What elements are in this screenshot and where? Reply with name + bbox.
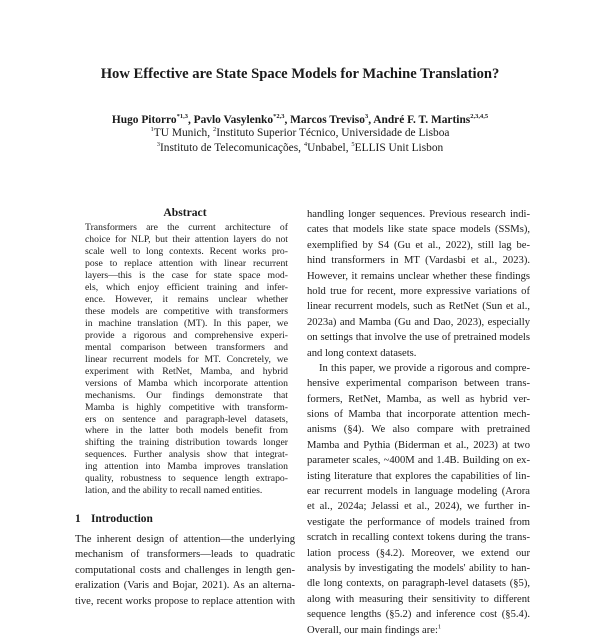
introduction-line: eralization (Varis and Bojar, 2021). As an alterna- <box>75 580 295 592</box>
paragraph-line: cates that models like state space models (SSMs), <box>307 224 530 236</box>
paragraph-line: anisms (§4). We also compare with pretrained <box>307 424 530 436</box>
affiliation-name: TU Munich, <box>153 127 213 139</box>
paragraph-line: ear recurrent models in language modeling (Arora <box>307 486 530 498</box>
author-affiliation-mark: *2,3 <box>273 113 285 121</box>
abstract-line: experiment with RetNet, Mamba, and hybrid <box>85 365 288 377</box>
author-affiliation-mark: *1,3 <box>176 113 188 121</box>
affiliation-mark: 2 <box>212 126 217 134</box>
paragraph-line: scratch in recalling context tokens during the trans- <box>307 532 530 544</box>
footnote-mark: 1 <box>437 623 442 631</box>
abstract-line: els, which enjoy efficient training and infer- <box>85 281 288 293</box>
abstract-line: ence. However, it remains unclear whether <box>85 293 288 305</box>
introduction-line: mechanism of transformers—leads to quadratic <box>75 549 295 561</box>
paragraph-line: on settings that involve the use of pretrained models <box>307 332 530 344</box>
author-separator: , <box>368 114 374 126</box>
abstract-line: ing attention into Mamba improves translation <box>85 461 288 473</box>
paragraph-line: 2023a) and Mamba (Gu and Dao, 2023), especially <box>307 316 530 328</box>
paper-title: How Effective are State Space Models for Machine Translation? <box>100 66 500 82</box>
introduction-line: computational costs and challenges in length gen- <box>75 564 295 576</box>
abstract-line: sequences. Further analysis show that integrat- <box>85 449 288 461</box>
abstract-line: mechanisms. Our findings demonstrate that <box>85 389 288 401</box>
introduction-line: tive, recent works propose to replace attention with <box>75 595 295 607</box>
author-affiliation-mark: 3 <box>364 113 369 121</box>
author-name: Hugo Pitorro <box>111 114 177 126</box>
paragraph-line: isting literature that explores the capabilities of lin- <box>307 470 530 482</box>
affiliation-mark: 1 <box>150 126 154 134</box>
paragraph-line: hensive experimental comparison between trans- <box>307 378 530 390</box>
abstract-body <box>85 222 288 497</box>
paragraph-line: exemplified by S4 (Gu et al., 2022), still lag be- <box>307 239 530 251</box>
abstract-line: Mamba is highly competitive with transform- <box>85 401 288 413</box>
abstract-line: layers—this is the case for state space mod- <box>85 269 288 281</box>
abstract-line: lation, and the ability to recall named entities. <box>85 485 263 497</box>
affiliations-line-1 <box>0 127 600 139</box>
paragraph-2 <box>307 361 530 638</box>
paragraph-line: formers, RetNet, Mamba, as well as hybrid ver- <box>307 393 530 405</box>
abstract-line: choice for NLP, but their attention layers do not <box>85 233 288 245</box>
abstract-heading: Abstract <box>163 206 207 219</box>
abstract-line: shifting the training distribution towards longer <box>85 437 288 449</box>
paragraph-line: et al., 2024a; Jelassi et al., 2024), we further in- <box>307 501 530 513</box>
affiliation-mark: 5 <box>351 141 355 149</box>
affiliations-line-2 <box>0 142 600 154</box>
author-affiliation-mark: 2,3,4,5 <box>470 113 489 121</box>
abstract-line: quality, robustness to sequence length extrapo- <box>85 473 288 485</box>
abstract-line: versions of Mamba which incorporate attention <box>85 377 288 389</box>
right-column-body <box>307 207 530 638</box>
section-number: 1 <box>75 513 81 525</box>
abstract-line: where in the latter both models benefit from <box>85 425 288 437</box>
paragraph-line: Mamba and Pythia (Biderman et al., 2023) at two <box>307 439 530 451</box>
author-list <box>0 114 600 126</box>
abstract-line: ers on sentence and paragraph-level datasets, <box>85 413 288 425</box>
paragraph-line: Overall, our main findings are:$^1$ <box>307 623 442 636</box>
paragraph-line: sequence lengths (§5.2) and inference cost (§5.4). <box>307 609 530 621</box>
abstract-line: mental comparison between transformers and <box>85 341 288 353</box>
abstract-line: these models are competitive with transformers <box>85 305 288 317</box>
author-separator: , <box>187 114 194 126</box>
abstract-line: provide a rigorous and comprehensive experi- <box>85 329 288 341</box>
introduction-body <box>75 532 295 609</box>
paragraph-line: However, it remains unclear whether these findings <box>307 270 530 282</box>
paragraph-line: lation process (§4.2). Moreover, we extend our <box>307 547 530 559</box>
abstract-line: pose to replace attention with linear recurrent <box>85 257 288 269</box>
affiliation-mark: 3 <box>156 141 160 149</box>
section-title: Introduction <box>91 513 153 525</box>
paragraph-line: dle long contexts, on paragraph-level datasets (§5), <box>307 578 530 590</box>
paragraph-line: analysis by investigating the models' ability to han- <box>307 562 530 574</box>
paragraph-line: handling longer sequences. Previous research indi- <box>307 209 530 220</box>
abstract-line: linear recurrent models for MT. Concretely, we <box>85 353 288 365</box>
introduction-line: The inherent design of attention—the underlying <box>75 534 295 545</box>
affiliation-name: Instituto de Telecomunicações, <box>159 142 304 154</box>
paragraph-line: linear recurrent models, such as RetNet (Sun et al., <box>307 301 530 313</box>
affiliation-mark: 4 <box>303 141 308 149</box>
author-name: André F. T. Martins <box>373 114 471 126</box>
paragraph-line: hind transformers in MT (Vardasbi et al., 2023). <box>307 255 530 267</box>
paragraph-line: In this paper, we provide a rigorous and compre- <box>319 362 530 374</box>
affiliation-name: Instituto Superior Técnico, Universidade de Lisboa <box>216 127 450 139</box>
paragraph-1 <box>307 207 530 361</box>
affiliation-name: ELLIS Unit Lisbon <box>354 142 444 154</box>
abstract-line: scale well to long contexts. Recent works pro- <box>85 245 288 257</box>
abstract-line: in machine translation (MT). In this paper, we <box>85 317 288 329</box>
paragraph-line: parameter scales, ~400M and 1.4B. Building on ex- <box>307 455 530 467</box>
affiliation-name: Unbabel, <box>307 142 352 154</box>
paragraph-line: along with measuring their sensitivity to different <box>307 593 530 605</box>
author-name: Marcos Treviso <box>290 114 365 126</box>
paragraph-line: hold true for recent, more expressive variations of <box>307 285 530 297</box>
paragraph-line: vestigate the performance of models trained from <box>307 516 530 528</box>
author-separator: , <box>284 114 291 126</box>
paragraph-line: and long context datasets. <box>307 347 417 359</box>
author-name: Pavlo Vasylenko <box>193 114 274 126</box>
abstract-line: Transformers are the current architecture of <box>85 222 288 233</box>
introduction-heading <box>75 513 153 525</box>
paragraph-line: sions of Mamba that incorporate attention mech- <box>307 409 530 421</box>
